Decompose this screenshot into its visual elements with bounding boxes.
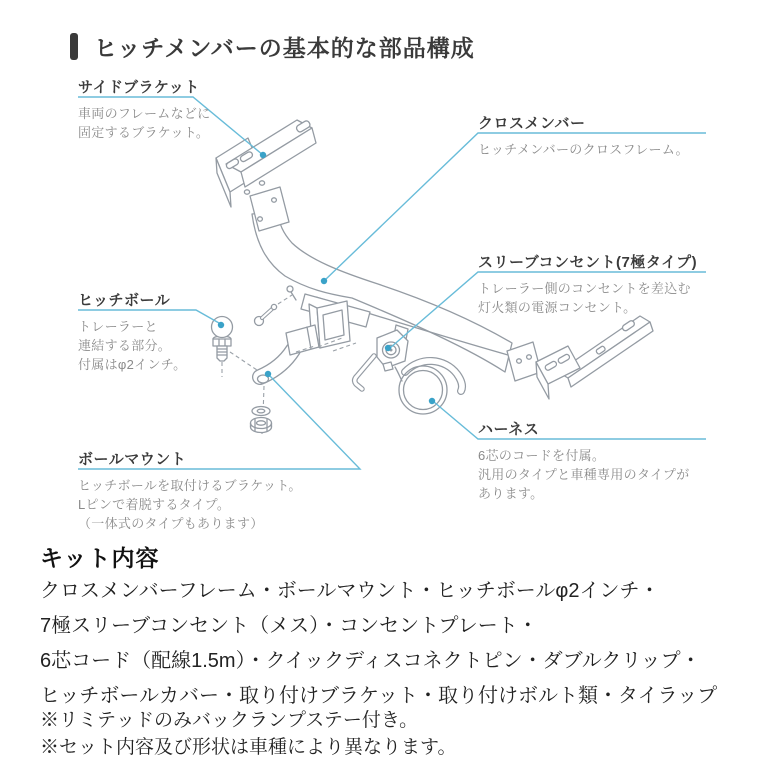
kit-heading: キット内容 (40, 545, 160, 571)
quick-disconnect-pin-drawing (255, 295, 293, 326)
kit-contents (40, 574, 717, 714)
part-desc-line: 連結する部分。 (78, 338, 172, 353)
part-desc-line: 6芯のコードを付属。 (478, 448, 606, 463)
label-ball-mount (78, 448, 302, 533)
part-desc-line: 付属はφ2インチ。 (78, 357, 187, 372)
part-desc-line: （一体式のタイプもあります） (78, 516, 264, 531)
part-desc-line: トレーラーと (78, 319, 158, 334)
label-harness (478, 418, 690, 503)
part-desc-line: トレーラー側のコンセントを差込む (478, 281, 691, 296)
right-side-bracket-drawing (536, 316, 653, 399)
kit-line: 7極スリーブコンセント（メス）・コンセントプレート・ (40, 615, 538, 637)
part-desc-line: 灯火類の電源コンセント。 (478, 300, 637, 315)
kit-note: ※リミテッドのみバックランプステー付き。 (40, 710, 419, 731)
part-desc-line: ヒッチボールを取付けるブラケット。 (78, 478, 302, 493)
kit-line: 6芯コード（配線1.5m）・クイックディスコネクトピン・ダブルクリップ・ (40, 650, 701, 672)
part-title: ハーネス (478, 421, 540, 438)
harness-drawing (395, 361, 462, 414)
part-desc-line: 固定するブラケット。 (78, 125, 210, 140)
kit-notes (40, 707, 456, 761)
part-title: ヒッチボール (78, 292, 171, 309)
label-hitch-ball (78, 289, 186, 374)
part-title: クロスメンバー (478, 115, 586, 132)
part-title: スリーブコンセント(7極タイプ) (478, 254, 698, 271)
label-sleeve-outlet (478, 251, 697, 317)
part-desc-line: ヒッチメンバーのクロスフレーム。 (478, 142, 689, 157)
label-side-bracket (78, 76, 210, 142)
sleeve-outlet-drawing (377, 325, 408, 371)
part-desc-line: 汎用のタイプと車種専用のタイプが (478, 467, 690, 482)
part-desc-line: 車両のフレームなどに (78, 106, 211, 121)
kit-note: ※セット内容及び形状は車種により異なります。 (40, 737, 457, 758)
part-desc-line: Lピンで着脱するタイプ。 (78, 497, 231, 512)
part-title: サイドブラケット (78, 79, 200, 96)
kit-line: ヒッチボールカバー・取り付けブラケット・取り付けボルト類・タイラップ (40, 685, 718, 707)
label-cross-member (478, 112, 689, 159)
kit-line: クロスメンバーフレーム・ボールマウント・ヒッチボールφ2インチ・ (40, 580, 660, 602)
part-desc-line: あります。 (478, 486, 544, 501)
page-title: ヒッチメンバーの基本的な部品構成 (94, 35, 475, 61)
part-title: ボールマウント (78, 451, 187, 468)
